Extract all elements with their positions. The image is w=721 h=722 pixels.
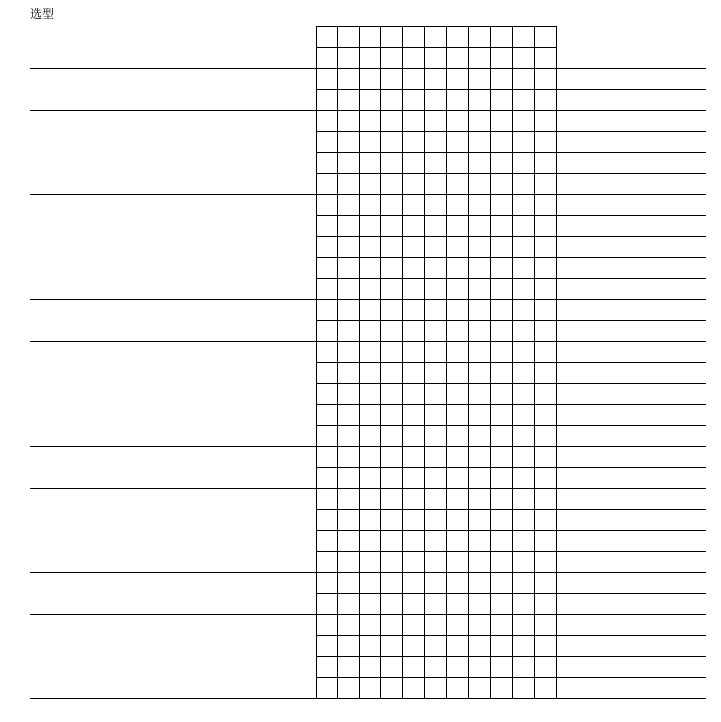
option-code [380, 236, 402, 257]
option-code [468, 530, 490, 551]
group-label [30, 299, 310, 341]
grid-line [402, 26, 403, 68]
grid-line [316, 425, 706, 426]
option-description [556, 68, 706, 89]
grid-line [316, 215, 706, 216]
option-code [359, 152, 380, 173]
grid-line [316, 26, 556, 27]
option-code [424, 425, 446, 446]
option-description [556, 362, 706, 383]
option-code [424, 404, 446, 425]
option-description [556, 677, 706, 698]
option-description [556, 530, 706, 551]
grid-line [380, 26, 381, 68]
option-description [556, 320, 706, 341]
grid-line [316, 47, 556, 48]
grid-line [556, 26, 557, 68]
group-label [30, 488, 310, 572]
group-label [30, 341, 310, 446]
option-code [512, 677, 534, 698]
grid-line [512, 26, 513, 68]
grid-line [359, 68, 360, 698]
option-description [556, 467, 706, 488]
grid-line [446, 26, 447, 68]
grid-line [424, 68, 425, 698]
model-prefix-label [30, 26, 310, 47]
code-cell [337, 26, 359, 47]
grid-line [380, 68, 381, 698]
group-label [30, 194, 310, 299]
grid-line [316, 26, 317, 68]
grid-line [316, 383, 706, 384]
grid-line [316, 236, 706, 237]
option-description [556, 173, 706, 194]
option-code [512, 614, 534, 635]
code-cell [534, 47, 556, 68]
model-prefix-label [30, 47, 310, 68]
grid-line [316, 530, 706, 531]
grid-line [316, 152, 706, 153]
option-description [556, 236, 706, 257]
option-description [556, 593, 706, 614]
option-description [556, 656, 706, 677]
grid-line [316, 131, 706, 132]
grid-line [468, 26, 469, 68]
option-code [402, 320, 424, 341]
option-code [316, 89, 337, 110]
option-description [556, 341, 706, 362]
option-description [556, 404, 706, 425]
option-description [556, 110, 706, 131]
option-description [556, 278, 706, 299]
page-title: 选型 [30, 7, 55, 21]
option-description [556, 299, 706, 320]
grid-line [316, 551, 706, 552]
grid-line [316, 320, 706, 321]
option-code [468, 509, 490, 530]
option-code [446, 467, 468, 488]
option-code [512, 635, 534, 656]
option-code [316, 68, 337, 89]
grid-line [534, 68, 535, 698]
grid-line [316, 677, 706, 678]
code-cell [337, 47, 359, 68]
option-code [359, 110, 380, 131]
grid-line [468, 68, 469, 698]
grid-line [490, 68, 491, 698]
option-description [556, 194, 706, 215]
option-description [556, 446, 706, 467]
option-code [512, 656, 534, 677]
group-label [30, 446, 310, 488]
option-description [556, 131, 706, 152]
grid-line [556, 68, 557, 698]
group-label [30, 110, 310, 194]
grid-line [446, 68, 447, 698]
option-description [556, 257, 706, 278]
grid-line [316, 656, 706, 657]
option-description [556, 551, 706, 572]
grid-line [316, 467, 706, 468]
option-description [556, 509, 706, 530]
grid-line [30, 698, 706, 699]
option-description [556, 572, 706, 593]
option-code [380, 215, 402, 236]
grid-line [316, 68, 317, 698]
grid-line [534, 26, 535, 68]
option-description [556, 614, 706, 635]
option-description [556, 425, 706, 446]
option-code [446, 446, 468, 467]
option-code [380, 194, 402, 215]
option-code [490, 593, 512, 614]
option-code [380, 278, 402, 299]
grid-line [337, 26, 338, 68]
grid-line [512, 68, 513, 698]
option-code [359, 173, 380, 194]
option-code [424, 341, 446, 362]
option-description [556, 383, 706, 404]
option-description [556, 635, 706, 656]
group-label [30, 572, 310, 614]
grid-line [316, 362, 706, 363]
option-description [556, 152, 706, 173]
group-label [30, 68, 310, 110]
grid-line [337, 68, 338, 698]
option-code [468, 488, 490, 509]
option-description [556, 89, 706, 110]
grid-line [316, 509, 706, 510]
grid-line [316, 593, 706, 594]
grid-line [359, 26, 360, 68]
code-cell [534, 26, 556, 47]
option-code [424, 362, 446, 383]
option-code [424, 383, 446, 404]
grid-line [402, 68, 403, 698]
option-code [380, 257, 402, 278]
grid-line [490, 26, 491, 68]
option-code [359, 131, 380, 152]
grid-line [316, 404, 706, 405]
group-label [30, 614, 310, 698]
option-description [556, 215, 706, 236]
option-code [490, 572, 512, 593]
option-description [556, 488, 706, 509]
grid-line [316, 89, 706, 90]
option-code [402, 299, 424, 320]
option-code [468, 551, 490, 572]
grid-line [316, 257, 706, 258]
grid-line [316, 635, 706, 636]
grid-line [316, 173, 706, 174]
grid-line [424, 26, 425, 68]
grid-line [316, 278, 706, 279]
